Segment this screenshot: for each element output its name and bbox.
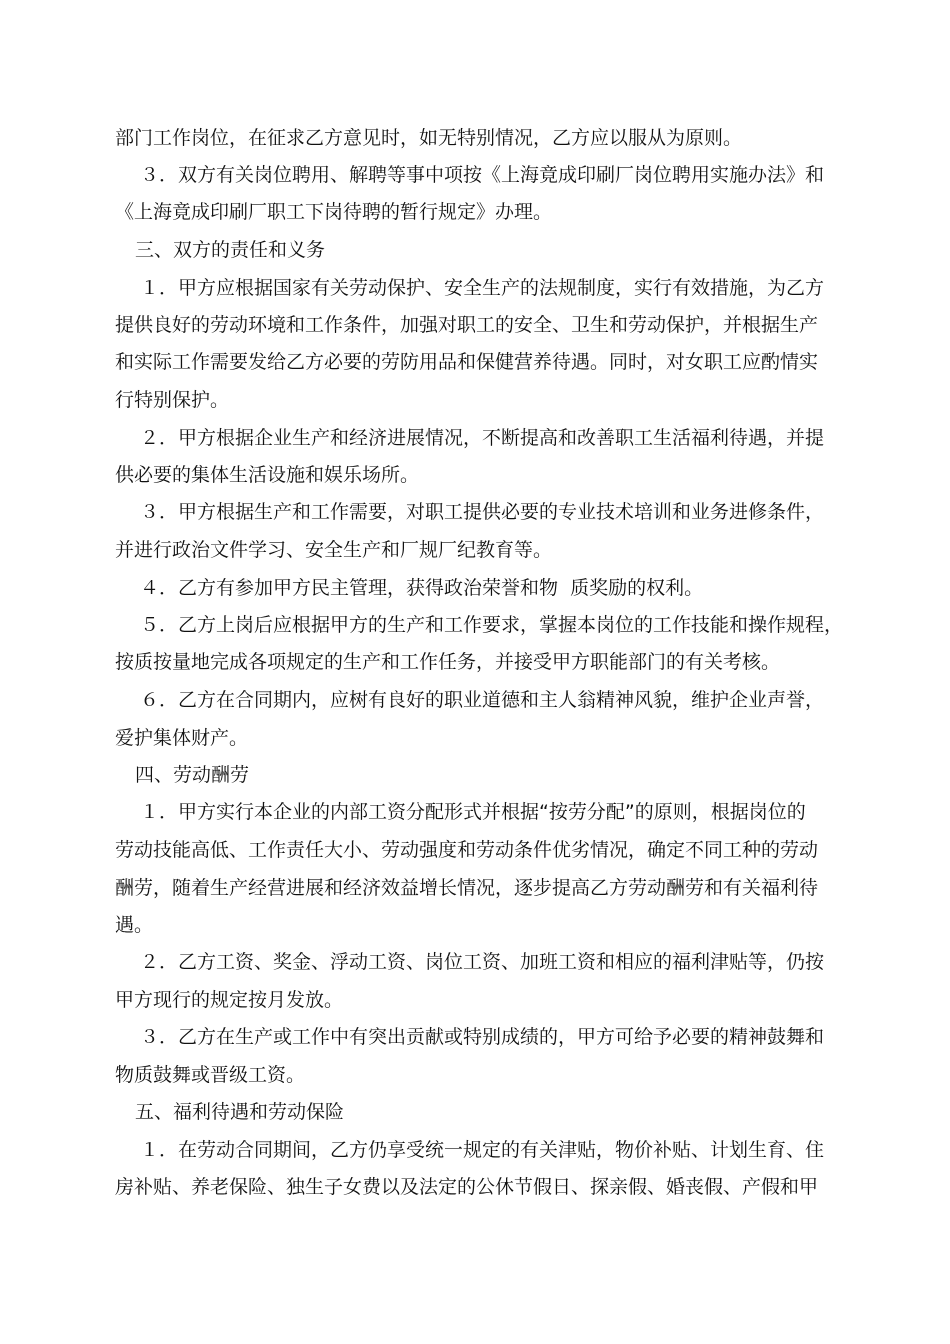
text-line: ３．甲方根据生产和工作需要，对职工提供必要的专业技术培训和业务进修条件， bbox=[140, 501, 825, 523]
text-line: 《上海竟成印刷厂职工下岗待聘的暂行规定》办理。 bbox=[115, 201, 553, 223]
text-line: １．甲方应根据国家有关劳动保护、安全生产的法规制度，实行有效措施，为乙方 bbox=[140, 277, 825, 299]
text-line: 爱护集体财产。 bbox=[115, 727, 249, 749]
text-line: １．甲方实行本企业的内部工资分配形式并根据“按劳分配”的原则，根据岗位的 bbox=[140, 801, 806, 823]
text-line: 和实际工作需要发给乙方必要的劳防用品和保健营养待遇。同时，对女职工应酌情实 bbox=[115, 351, 819, 373]
text-line: 房补贴、养老保险、独生子女费以及法定的公休节假日、探亲假、婚丧假、产假和甲 bbox=[115, 1176, 819, 1198]
text-line: ２．甲方根据企业生产和经济进展情况，不断提高和改善职工生活福利待遇，并提 bbox=[140, 427, 825, 449]
text-line: ５．乙方上岗后应根据甲方的生产和工作要求，掌握本岗位的工作技能和操作规程， bbox=[140, 614, 844, 636]
section-heading: 三、双方的责任和义务 bbox=[135, 239, 326, 261]
text-line: ２．乙方工资、奖金、浮动工资、岗位工资、加班工资和相应的福利津贴等，仍按 bbox=[140, 951, 825, 973]
text-line: １．在劳动合同期间，乙方仍享受统一规定的有关津贴，物价补贴、计划生育、住 bbox=[140, 1139, 825, 1161]
text-line: ４．乙方有参加甲方民主管理，获得政治荣誉和物 质奖励的权利。 bbox=[140, 577, 704, 599]
text-line: 甲方现行的规定按月发放。 bbox=[115, 989, 344, 1011]
text-line: 并进行政治文件学习、安全生产和厂规厂纪教育等。 bbox=[115, 539, 553, 561]
text-line: ６．乙方在合同期内，应树有良好的职业道德和主人翁精神风貌，维护企业声誉， bbox=[140, 689, 825, 711]
text-line: 提供良好的劳动环境和工作条件，加强对职工的安全、卫生和劳动保护，并根据生产 bbox=[115, 314, 819, 336]
text-line: 按质按量地完成各项规定的生产和工作任务，并接受甲方职能部门的有关考核。 bbox=[115, 651, 781, 673]
section-heading: 五、福利待遇和劳动保险 bbox=[135, 1101, 345, 1123]
text-line: 物质鼓舞或晋级工资。 bbox=[115, 1064, 306, 1086]
text-line: 劳动技能高低、工作责任大小、劳动强度和劳动条件优劣情况，确定不同工种的劳动 bbox=[115, 839, 819, 861]
text-line: 部门工作岗位，在征求乙方意见时，如无特别情况，乙方应以服从为原则。 bbox=[115, 127, 743, 149]
text-line: 供必要的集体生活设施和娱乐场所。 bbox=[115, 464, 420, 486]
text-line: ３．双方有关岗位聘用、解聘等事中项按《上海竟成印刷厂岗位聘用实施办法》和 bbox=[140, 164, 825, 186]
text-line: 行特别保护。 bbox=[115, 389, 230, 411]
text-line: 酬劳，随着生产经营进展和经济效益增长情况，逐步提高乙方劳动酬劳和有关福利待 bbox=[115, 877, 819, 899]
text-line: ３．乙方在生产或工作中有突出贡献或特别成绩的，甲方可给予必要的精神鼓舞和 bbox=[140, 1026, 825, 1048]
section-heading: 四、劳动酬劳 bbox=[135, 764, 250, 786]
text-line: 遇。 bbox=[115, 914, 154, 936]
